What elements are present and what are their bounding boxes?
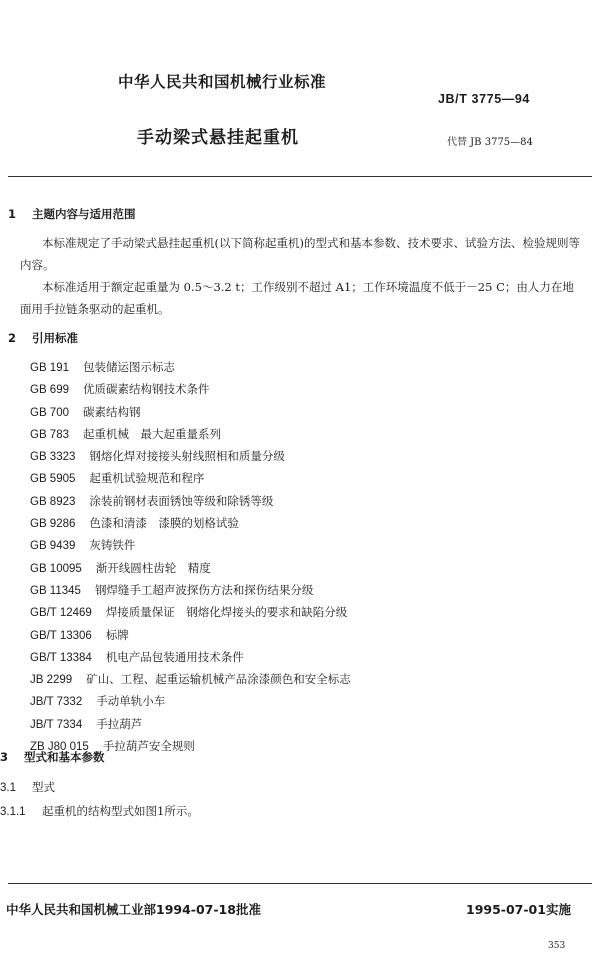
reference-title: 钢熔化焊对接接头射线照相和质量分级 xyxy=(89,449,285,464)
reference-title: 碳素结构钢 xyxy=(83,404,141,419)
section-2-heading xyxy=(8,330,78,346)
reference-item xyxy=(30,467,351,489)
reference-title: 标牌 xyxy=(105,627,129,642)
reference-code: JB 2299 xyxy=(30,674,73,687)
section-title: 引用标准 xyxy=(32,331,78,345)
section-number: 2 xyxy=(8,331,17,345)
reference-code: JB/T 7334 xyxy=(30,718,83,731)
reference-code: GB 8923 xyxy=(30,495,76,508)
reference-title: 起重机械 最大起重量系列 xyxy=(83,426,221,441)
reference-code: GB 9439 xyxy=(30,540,76,553)
standard-code: JB/T 3775—94 xyxy=(438,92,530,106)
issuing-authority: 中华人民共和国机械行业标准 xyxy=(118,73,327,91)
reference-title: 灰铸铁件 xyxy=(89,538,136,553)
reference-code: ZB J80 015 xyxy=(30,741,89,754)
reference-item xyxy=(30,624,351,646)
reference-code: GB 11345 xyxy=(30,584,81,597)
reference-code: GB 191 xyxy=(30,362,69,374)
reference-item xyxy=(30,356,351,378)
reference-code: GB 699 xyxy=(30,384,69,397)
reference-item xyxy=(30,378,351,400)
section-1-paragraph: 本标准规定了手动梁式悬挂起重机(以下简称起重机)的型式和基本参数、技术要求、试验方法、检验规则等内容。 xyxy=(20,236,580,272)
section-title: 型式和基本参数 xyxy=(24,750,105,764)
subsection-number: 3.1 xyxy=(0,782,16,794)
reference-item xyxy=(30,445,351,467)
page-number: 353 xyxy=(548,941,566,951)
approval-line: 中华人民共和国机械工业部1994-07-18批准 xyxy=(6,902,261,917)
reference-item xyxy=(30,423,351,445)
reference-item xyxy=(30,579,351,601)
reference-code: JB/T 7332 xyxy=(30,696,83,709)
reference-code: GB/T 12469 xyxy=(30,607,92,620)
reference-item xyxy=(30,490,351,512)
reference-item xyxy=(30,557,351,579)
reference-title: 涂装前钢材表面锈蚀等级和除锈等级 xyxy=(89,493,274,508)
reference-list xyxy=(30,356,351,757)
effective-date: 1995-07-01实施 xyxy=(466,902,571,917)
reference-item xyxy=(30,646,351,668)
section-number: 3 xyxy=(0,750,9,764)
reference-title: 包装储运图示标志 xyxy=(83,360,175,374)
reference-title: 钢焊缝手工超声波探伤方法和探伤结果分级 xyxy=(94,582,314,597)
reference-title: 焊接质量保证 钢熔化焊接头的要求和缺陷分级 xyxy=(105,605,348,620)
subsection-3-1 xyxy=(0,779,55,795)
reference-item xyxy=(30,534,351,556)
clause-text: 起重机的结构型式如图1所示。 xyxy=(42,804,199,818)
page-title: 手动梁式悬挂起重机 xyxy=(137,128,299,148)
reference-item xyxy=(30,401,351,423)
section-number: 1 xyxy=(8,207,17,221)
reference-code: GB/T 13384 xyxy=(30,651,92,664)
reference-code: GB 10095 xyxy=(30,562,82,575)
reference-title: 手拉葫芦 xyxy=(96,716,143,731)
reference-item xyxy=(30,601,351,623)
reference-title: 手动单轨小车 xyxy=(96,694,166,709)
reference-title: 矿山、工程、起重运输机械产品涂漆颜色和安全标志 xyxy=(86,672,351,687)
clause-3-1-1 xyxy=(0,803,199,819)
reference-item xyxy=(30,713,351,735)
reference-code: GB 783 xyxy=(30,428,69,441)
reference-code: GB 3323 xyxy=(30,451,76,464)
reference-title: 色漆和清漆 漆膜的划格试验 xyxy=(89,516,239,531)
header-divider xyxy=(8,176,592,177)
reference-item xyxy=(30,512,351,534)
section-3-heading xyxy=(0,749,105,765)
reference-title: 手拉葫芦安全规则 xyxy=(102,739,195,754)
reference-item xyxy=(30,690,351,712)
section-1-heading xyxy=(8,206,136,222)
reference-code: GB 700 xyxy=(30,406,69,419)
footer-divider xyxy=(8,883,592,884)
reference-code: GB 5905 xyxy=(30,473,76,486)
section-title: 主题内容与适用范围 xyxy=(32,207,136,221)
clause-number: 3.1.1 xyxy=(0,806,26,818)
reference-code: GB/T 13306 xyxy=(30,629,92,642)
reference-title: 优质碳素结构钢技术条件 xyxy=(83,382,210,397)
reference-code: GB 9286 xyxy=(30,518,76,531)
reference-title: 起重机试验规范和程序 xyxy=(89,471,205,486)
reference-item xyxy=(30,668,351,690)
section-1-paragraph: 本标准适用于额定起重量为 0.5～3.2 t；工作级别不超过 A1；工作环境温度不低于－25 C；由人力在地面用手拉链条驱动的起重机。 xyxy=(20,280,574,316)
subsection-title: 型式 xyxy=(32,780,55,794)
reference-title: 渐开线圆柱齿轮 精度 xyxy=(95,560,211,575)
replaces-note: 代替 JB 3775—84 xyxy=(447,137,533,148)
reference-title: 机电产品包装通用技术条件 xyxy=(105,649,244,664)
